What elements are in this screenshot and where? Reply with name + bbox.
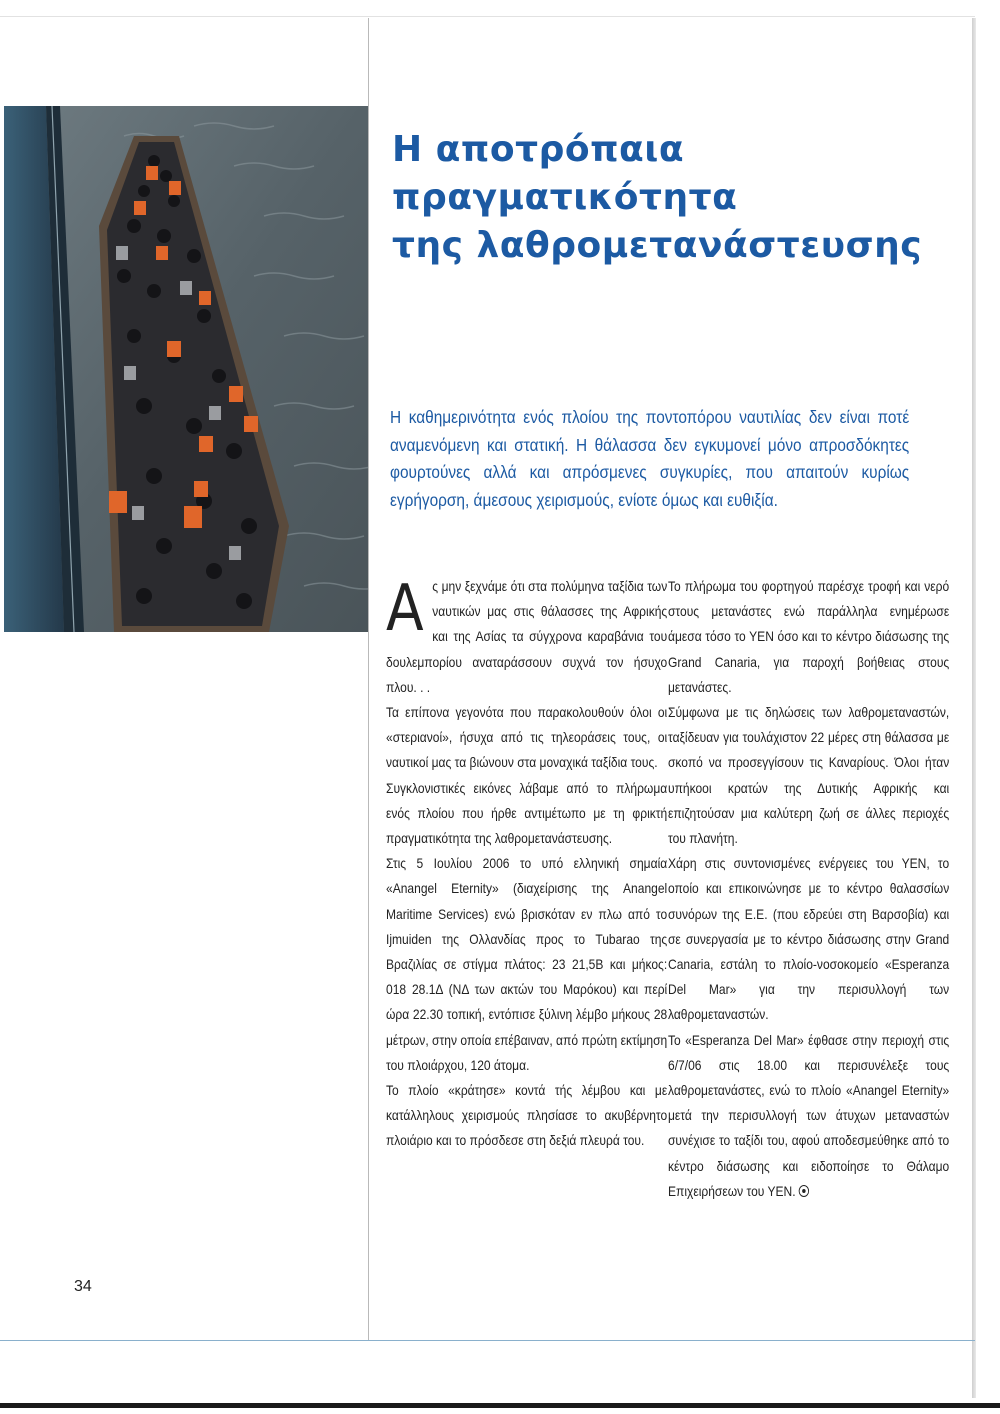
paragraph bbox=[668, 1028, 949, 1204]
page-edge bbox=[972, 18, 976, 1398]
paragraph: Στις 5 Ιουλίου 2006 το υπό ελληνική σημαία «Anangel Eternity» (διαχείρισης της Anangel Maritime Services) ενώ βρισκόταν εν πλω από το Ijmuiden της Ολλανδίας προς το Tubarao της Βραζιλίας σε στίγμα πλάτος: 23 21,5Β και μήκος: 018 28.1Δ (ΝΔ των ακτών του Μαρόκου) και περί ώρα 22.30 τοπική, εντόπισε ξύλινη λέμβο μήκους 28 μέτρων, στην οποία επέβαιναν, από πρώτη εκτίμηση του πλοιάρχου, 120 άτομα. bbox=[386, 855, 668, 1073]
drop-cap: Α bbox=[386, 572, 424, 646]
article-lead: Η καθημερινότητα ενός πλοίου της ποντοπόρου ναυτιλίας δεν είναι ποτέ αναμενόμενη και στατική. Η θάλασσα δεν εγκυμονεί μόνο απροσδόκητες φουρτούνες αλλά και απρόσμενες συγκυρίες, που απαιτούν κυρίως εγρήγορση, άμεσους χειρισμούς, ενίοτε όμως και ευθιξία. bbox=[390, 407, 910, 510]
end-of-article-icon bbox=[799, 1185, 809, 1197]
title-line-2: της λαθρομετανάστευσης bbox=[392, 225, 923, 266]
paragraph-text: Το «Esperanza Del Mar» έφθασε στην περιοχή στις 6/7/06 στις 18.00 και περισυνέλεξε τους λαθρομετανάστες, ενώ το πλοίο «Anangel Eternity» μετά την περισυλλογή των άτυχων μεταναστών συνέχισε το ταξίδι του, αφού αποδεσμεύθηκε από το κέντρο διάσωσης και ειδοποίησε το Θάλαμο Επιχειρήσεων του ΥΕΝ. bbox=[668, 1031, 950, 1199]
bottom-rule bbox=[0, 1340, 975, 1341]
paragraph bbox=[386, 574, 667, 700]
paragraph: Το πλήρωμα του φορτηγού παρέσχε τροφή και νερό στους μετανάστες ενώ παράλληλα ενημέρωσε άμεσα τόσο το ΥΕΝ όσο και το κέντρο διάσωσης της Grand Canaria, για παροχή βοήθειας στους μετανάστες. bbox=[668, 578, 950, 695]
top-rule bbox=[0, 16, 975, 17]
paragraph-text: ς μην ξεχνάμε ότι στα πολύμηνα ταξίδια των ναυτικών μας στις θάλασσες της Αφρικής και της Ασίας τα σύγχρονα καραβάνια του δουλεμπορίου αναταράσσουν συχνά τον ήσυχο πλου. . . bbox=[386, 578, 668, 695]
column-divider bbox=[368, 18, 369, 1340]
left-column bbox=[386, 574, 667, 1154]
paragraph: Συγκλονιστικές εικόνες λάβαμε από το πλήρωμα ενός πλοίου που ήρθε αντιμέτωπο με τη φρικτή πραγματικότητα της λαθρομετανάστευσης. bbox=[386, 779, 668, 847]
paragraph: Τα επίπονα γεγονότα που παρακολουθούν όλοι οι «στεριανοί», ήσυχα από τις τηλεοράσεις τους, οι ναυτικοί μας τα βιώνουν στα μοναχικά ταξίδια τους. bbox=[386, 704, 668, 771]
migrant-boat-photo bbox=[4, 106, 368, 632]
migrant-boat-illustration bbox=[4, 106, 368, 632]
paragraph: Χάρη στις συντονισμένες ενέργειες του ΥΕΝ, το οποίο και επικοινώνησε με το κέντρο θαλασσίων συνόρων της Ε.Ε. (που εδρεύει στη Βαρσοβία) και σε συνεργασία με το κέντρο διάσωσης στην Grand Canaria, εστάλη το πλοίο-νοσοκομείο «Esperanza Del Mar» για την περισυλλογή των λαθρομεταναστών. bbox=[668, 855, 950, 1023]
right-column bbox=[668, 574, 949, 1204]
paragraph: Σύμφωνα με τις δηλώσεις των λαθρομεταναστών, ταξίδευαν για τουλάχιστον 22 μέρες στη θάλασσα με σκοπό να προσεγγίσουν τις Καναρίους. Όλοι ήταν υπήκοοι κρατών της Δυτικής Αφρικής και επιζητούσαν μια καλύτερη ζωή σε άλλες περιοχές του πλανήτη. bbox=[668, 704, 950, 847]
paragraph: Το πλοίο «κράτησε» κοντά τής λέμβου και με κατάλληλους χειρισμούς πλησίασε το ακυβέρνητο πλοιάριο και το πρόσδεσε στη δεξιά πλευρά του. bbox=[386, 1082, 668, 1149]
article-title bbox=[392, 126, 952, 270]
title-line-1: Η αποτρόπαια πραγματικότητα bbox=[392, 129, 738, 218]
page-number: 34 bbox=[74, 1278, 92, 1295]
page-bottom-edge bbox=[0, 1403, 1000, 1408]
